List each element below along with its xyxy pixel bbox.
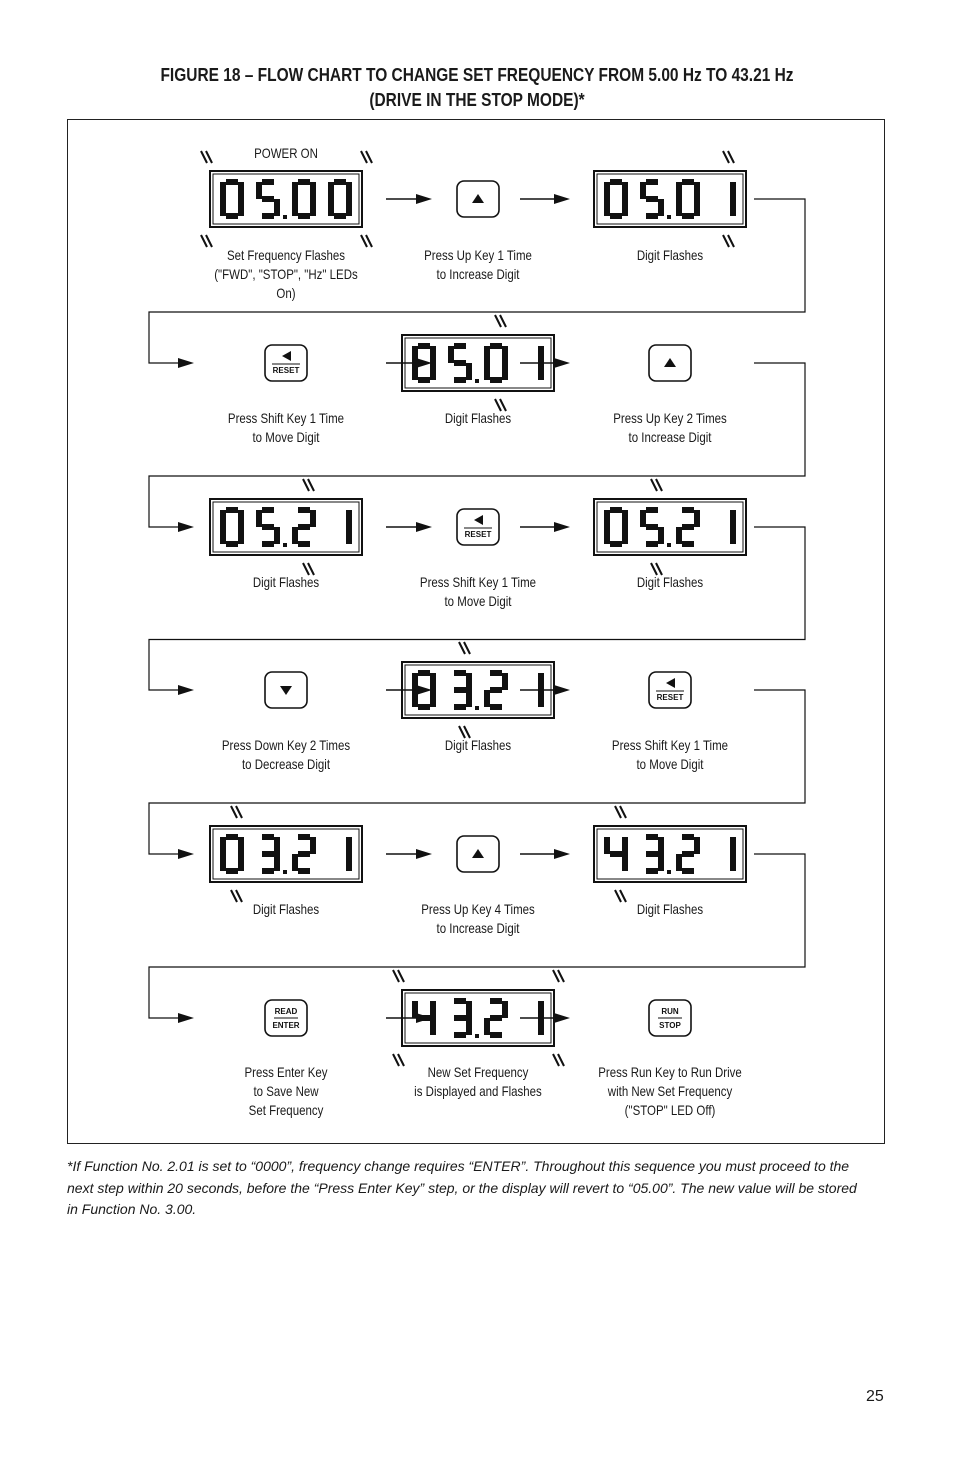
step-14-key xyxy=(457,836,499,872)
segment-a xyxy=(262,507,274,513)
step-2-label: Press Up Key 1 Time to Increase Digit xyxy=(424,247,532,282)
decimal-point xyxy=(283,215,287,219)
segment-c xyxy=(538,1018,544,1035)
segment-g xyxy=(262,196,274,202)
arrow-head xyxy=(554,849,570,859)
segment-g xyxy=(682,851,694,857)
segment-b xyxy=(538,673,544,690)
flash-mark xyxy=(553,970,564,982)
segment-b xyxy=(430,346,436,363)
digit-1 xyxy=(646,834,664,874)
segment-c xyxy=(466,1018,472,1035)
segment-g xyxy=(262,851,274,857)
segment-c xyxy=(622,199,628,216)
segment-d xyxy=(490,377,502,383)
step-3-label: Digit Flashes xyxy=(636,247,704,263)
arrow-head xyxy=(416,194,432,204)
segment-d xyxy=(226,868,238,874)
segment-d xyxy=(610,213,622,219)
step-15-display xyxy=(594,806,746,902)
segment-f xyxy=(604,510,610,527)
segment-c xyxy=(658,527,664,544)
segment-b xyxy=(430,1001,436,1018)
segment-e xyxy=(676,854,682,871)
segment-c xyxy=(346,199,352,216)
segment-f xyxy=(328,182,334,199)
step-9-label: Digit Flashes xyxy=(636,574,704,590)
digit-3 xyxy=(730,182,736,216)
segment-a xyxy=(454,998,466,1004)
segment-b xyxy=(694,510,700,527)
segment-g xyxy=(646,524,658,530)
segment-c xyxy=(430,363,436,380)
segment-a xyxy=(226,834,238,840)
segment-d xyxy=(682,868,694,874)
segment-d xyxy=(262,868,274,874)
segment-f xyxy=(220,182,226,199)
arrow-head xyxy=(178,685,194,695)
segment-d xyxy=(298,213,310,219)
segment-d xyxy=(454,704,466,710)
segment-f xyxy=(640,510,646,527)
segment-b xyxy=(538,346,544,363)
arrow-row2-a xyxy=(386,522,432,532)
segment-e xyxy=(604,199,610,216)
key-label-bottom: STOP xyxy=(659,1021,681,1030)
digit-3 xyxy=(346,837,352,871)
flash-mark xyxy=(495,315,506,327)
segment-e xyxy=(676,199,682,216)
step-13-display xyxy=(210,806,362,902)
flash-mark xyxy=(723,151,734,163)
segment-b xyxy=(622,837,628,854)
segment-b xyxy=(502,1001,508,1018)
segment-e xyxy=(292,199,298,216)
digit-3 xyxy=(346,510,352,544)
arrow-row0-a xyxy=(386,194,432,204)
key-label: RESET xyxy=(464,530,492,539)
key-label-top: RUN xyxy=(661,1007,679,1016)
segment-c xyxy=(238,854,244,871)
figure-subtitle: (DRIVE IN THE STOP MODE)* xyxy=(369,90,585,110)
segment-c xyxy=(694,199,700,216)
segment-e xyxy=(328,199,334,216)
segment-a xyxy=(298,834,310,840)
segment-b xyxy=(730,837,736,854)
step-14-label: Press Up Key 4 Times to Increase Digit xyxy=(421,901,535,936)
segment-f xyxy=(448,346,454,363)
segment-b xyxy=(310,182,316,199)
step-7-label: Digit Flashes xyxy=(252,574,320,590)
segment-g xyxy=(646,851,658,857)
arrow-head xyxy=(416,522,432,532)
segment-d xyxy=(262,213,274,219)
segment-c xyxy=(730,527,736,544)
segment-d xyxy=(490,1032,502,1038)
segment-c xyxy=(274,527,280,544)
segment-c xyxy=(538,690,544,707)
digit-3 xyxy=(730,510,736,544)
flash-mark xyxy=(615,806,626,818)
step-16-key xyxy=(265,1000,307,1036)
segment-a xyxy=(646,507,658,513)
segment-d xyxy=(682,541,694,547)
arrow-head xyxy=(554,1013,570,1023)
segment-d xyxy=(418,704,430,710)
segment-a xyxy=(334,179,346,185)
arrow-head xyxy=(554,358,570,368)
segment-a xyxy=(262,834,274,840)
flash-mark xyxy=(231,806,242,818)
segment-b xyxy=(502,346,508,363)
segment-e xyxy=(604,527,610,544)
key-body xyxy=(265,345,307,381)
segment-d xyxy=(298,868,310,874)
segment-c xyxy=(538,363,544,380)
figure-title: FIGURE 18 – FLOW CHART TO CHANGE SET FREQUENCY FROM 5.00 Hz TO 43.21 Hz xyxy=(160,65,794,85)
segment-b xyxy=(694,837,700,854)
step-5-label: Digit Flashes xyxy=(444,410,512,426)
segment-g xyxy=(454,360,466,366)
step-7-display xyxy=(210,479,362,575)
step-18-label: Press Run Key to Run Drive with New Set Frequency ("STOP" LED Off) xyxy=(598,1064,742,1118)
segment-d xyxy=(646,213,658,219)
segment-e xyxy=(220,527,226,544)
decimal-point xyxy=(283,543,287,547)
key-label: RESET xyxy=(656,693,684,702)
segment-b xyxy=(238,182,244,199)
segment-b xyxy=(238,837,244,854)
segment-f xyxy=(256,182,262,199)
segment-d xyxy=(226,213,238,219)
key-body xyxy=(649,672,691,708)
segment-g xyxy=(682,524,694,530)
segment-d xyxy=(646,868,658,874)
segment-a xyxy=(682,507,694,513)
segment-d xyxy=(610,541,622,547)
digit-1 xyxy=(454,998,472,1038)
segment-d xyxy=(490,704,502,710)
segment-b xyxy=(466,673,472,690)
flash-mark xyxy=(459,642,470,654)
segment-a xyxy=(298,507,310,513)
segment-c xyxy=(238,199,244,216)
segment-b xyxy=(238,510,244,527)
segment-a xyxy=(418,343,430,349)
decimal-point xyxy=(667,543,671,547)
segment-g xyxy=(610,851,622,857)
step-15-label: Digit Flashes xyxy=(636,901,704,917)
key-label-bottom: ENTER xyxy=(272,1021,300,1030)
segment-c xyxy=(238,527,244,544)
segment-a xyxy=(682,179,694,185)
arrow-head xyxy=(178,522,194,532)
segment-d xyxy=(454,377,466,383)
segment-c xyxy=(502,363,508,380)
step-12-label: Press Shift Key 1 Time to Move Digit xyxy=(611,737,729,772)
segment-g xyxy=(454,687,466,693)
arrow-head xyxy=(554,522,570,532)
decimal-point xyxy=(475,379,479,383)
segment-c xyxy=(658,199,664,216)
segment-c xyxy=(346,527,352,544)
segment-g xyxy=(646,196,658,202)
arrow-head xyxy=(416,849,432,859)
segment-a xyxy=(454,670,466,676)
segment-c xyxy=(466,363,472,380)
segment-e xyxy=(292,527,298,544)
step-1-display xyxy=(201,151,372,247)
segment-b xyxy=(538,1001,544,1018)
arrow-head xyxy=(178,358,194,368)
page-number: 25 xyxy=(866,1388,884,1405)
segment-e xyxy=(220,854,226,871)
segment-g xyxy=(490,1015,502,1021)
segment-a xyxy=(298,179,310,185)
segment-e xyxy=(484,363,490,380)
segment-b xyxy=(658,837,664,854)
segment-c xyxy=(274,854,280,871)
step-8-key xyxy=(457,509,499,545)
segment-a xyxy=(646,834,658,840)
segment-c xyxy=(310,199,316,216)
step-11-label: Digit Flashes xyxy=(444,737,512,753)
segment-e xyxy=(220,199,226,216)
step-13-label: Digit Flashes xyxy=(252,901,320,917)
step-16-label: Press Enter Key to Save New Set Frequency xyxy=(244,1064,328,1118)
segment-b xyxy=(502,673,508,690)
step-3-display xyxy=(594,151,746,247)
segment-a xyxy=(454,343,466,349)
segment-a xyxy=(646,179,658,185)
segment-d xyxy=(226,541,238,547)
segment-c xyxy=(622,527,628,544)
segment-c xyxy=(346,854,352,871)
segment-d xyxy=(454,1032,466,1038)
segment-b xyxy=(622,510,628,527)
footnote: *If Function No. 2.01 is set to “0000”, frequency change requires “ENTER”. Throughout this sequence you must proceed to the next step within 20 seconds, before the “Press Enter Key” step, or the display will revert to “05.00”. The new value will be stored in Function No. 3.00. xyxy=(67,1158,857,1217)
key-body xyxy=(457,509,499,545)
segment-f xyxy=(292,182,298,199)
decimal-point xyxy=(667,870,671,874)
step-8-label: Press Shift Key 1 Time to Move Digit xyxy=(419,574,537,609)
segment-b xyxy=(346,510,352,527)
segment-f xyxy=(604,837,610,854)
step-17-label: New Set Frequency is Displayed and Flashes xyxy=(414,1064,542,1099)
arrow-row4-a xyxy=(386,849,432,859)
segment-g xyxy=(298,851,310,857)
decimal-point xyxy=(475,706,479,710)
step-2-key xyxy=(457,181,499,217)
segment-c xyxy=(430,1018,436,1035)
segment-a xyxy=(490,670,502,676)
segment-b xyxy=(310,510,316,527)
step-4-key xyxy=(265,345,307,381)
segment-g xyxy=(454,1015,466,1021)
step-18-key xyxy=(649,1000,691,1036)
segment-c xyxy=(658,854,664,871)
arrow-row0-b xyxy=(520,194,570,204)
segment-a xyxy=(490,343,502,349)
segment-a xyxy=(226,179,238,185)
segment-a xyxy=(610,179,622,185)
digit-3 xyxy=(730,837,736,871)
flash-mark xyxy=(393,970,404,982)
step-9-display xyxy=(594,479,746,575)
segment-g xyxy=(298,524,310,530)
flash-mark xyxy=(651,479,662,491)
segment-a xyxy=(610,507,622,513)
segment-d xyxy=(334,213,346,219)
segment-g xyxy=(490,687,502,693)
key-label-top: READ xyxy=(274,1007,298,1016)
segment-f xyxy=(640,182,646,199)
segment-e xyxy=(484,1018,490,1035)
power-on-label: POWER ON xyxy=(254,145,318,161)
segment-c xyxy=(466,690,472,707)
segment-d xyxy=(298,541,310,547)
segment-b xyxy=(310,837,316,854)
key-label: RESET xyxy=(272,366,300,375)
segment-c xyxy=(622,854,628,871)
step-6-label: Press Up Key 2 Times to Increase Digit xyxy=(613,410,727,445)
arrow-head xyxy=(178,1013,194,1023)
segment-d xyxy=(682,213,694,219)
arrow-head xyxy=(554,685,570,695)
segment-a xyxy=(418,670,430,676)
decimal-point xyxy=(667,215,671,219)
step-6-key xyxy=(649,345,691,381)
segment-e xyxy=(484,690,490,707)
segment-g xyxy=(262,524,274,530)
segment-d xyxy=(646,541,658,547)
segment-d xyxy=(418,377,430,383)
segment-f xyxy=(256,510,262,527)
segment-f xyxy=(604,182,610,199)
segment-a xyxy=(682,834,694,840)
step-10-label: Press Down Key 2 Times to Decrease Digit xyxy=(221,737,351,772)
segment-b xyxy=(694,182,700,199)
step-4-label: Press Shift Key 1 Time to Move Digit xyxy=(227,410,345,445)
step-10-key xyxy=(265,672,307,708)
segment-b xyxy=(430,673,436,690)
segment-f xyxy=(484,346,490,363)
segment-c xyxy=(730,199,736,216)
segment-f xyxy=(676,182,682,199)
arrow-head xyxy=(554,194,570,204)
segment-a xyxy=(262,179,274,185)
segment-c xyxy=(730,854,736,871)
digit-1 xyxy=(262,834,280,874)
decimal-point xyxy=(475,1034,479,1038)
segment-e xyxy=(292,854,298,871)
segment-d xyxy=(262,541,274,547)
segment-b xyxy=(346,182,352,199)
segment-f xyxy=(220,837,226,854)
segment-b xyxy=(622,182,628,199)
segment-c xyxy=(430,690,436,707)
segment-b xyxy=(730,510,736,527)
segment-a xyxy=(226,507,238,513)
segment-b xyxy=(346,837,352,854)
step-1-label: Set Frequency Flashes ("FWD", "STOP", "Hz" LEDs On) xyxy=(214,247,358,301)
digit-1 xyxy=(454,670,472,710)
arrow-row4-b xyxy=(520,849,570,859)
decimal-point xyxy=(283,870,287,874)
segment-a xyxy=(490,998,502,1004)
segment-f xyxy=(220,510,226,527)
flash-mark xyxy=(303,479,314,491)
segment-b xyxy=(466,1001,472,1018)
segment-e xyxy=(676,527,682,544)
arrow-row2-b xyxy=(520,522,570,532)
segment-b xyxy=(730,182,736,199)
segment-b xyxy=(274,837,280,854)
segment-c xyxy=(274,199,280,216)
arrow-head xyxy=(178,849,194,859)
step-12-key xyxy=(649,672,691,708)
